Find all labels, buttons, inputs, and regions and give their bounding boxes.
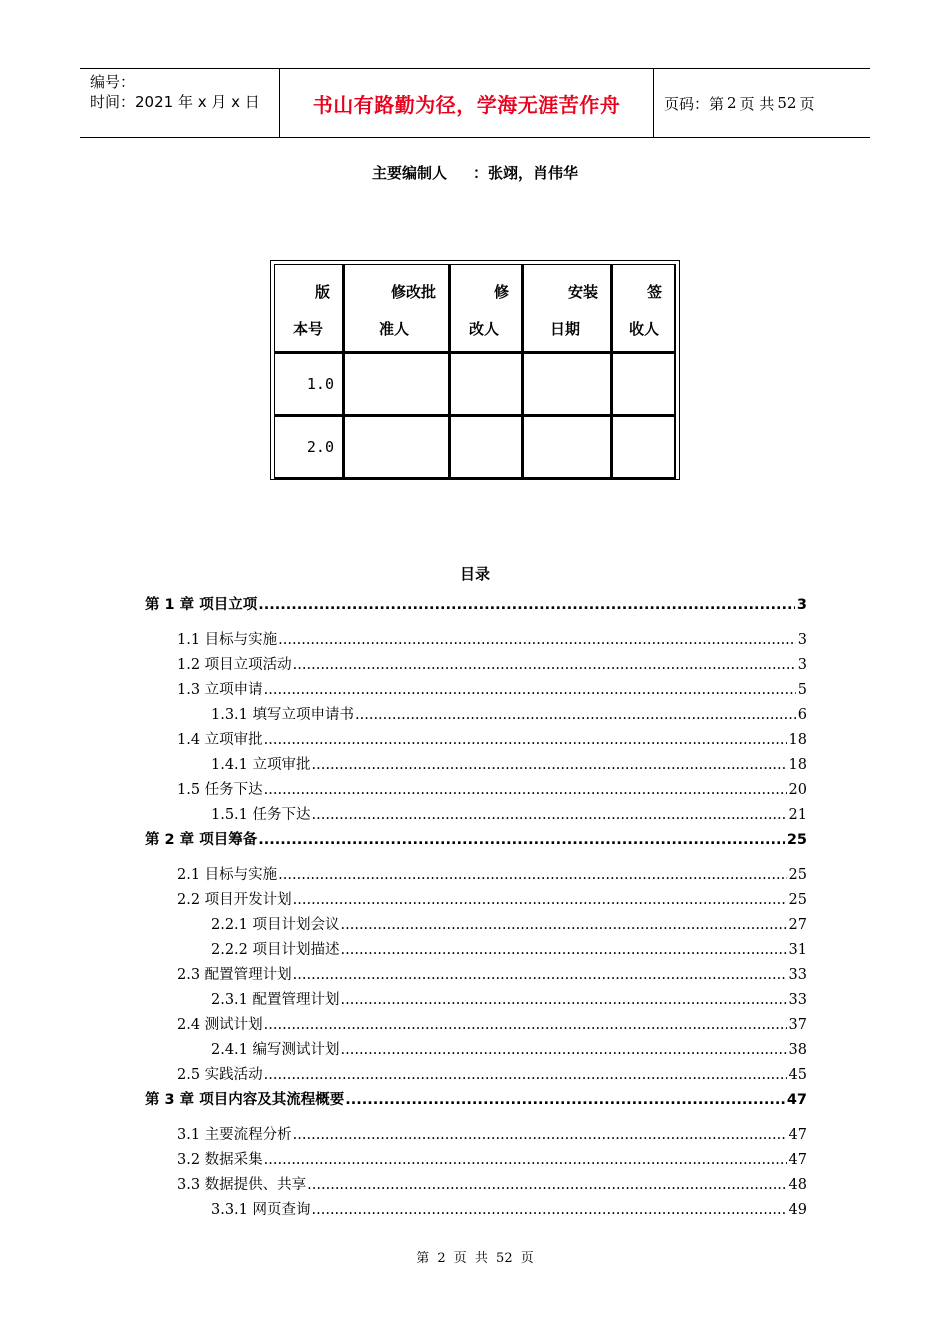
revision-table bbox=[270, 260, 680, 480]
toc-entry[interactable] bbox=[145, 593, 807, 618]
toc-entry-title: 1.5 任务下达 bbox=[177, 782, 263, 798]
toc-entry-title: 3.2 数据采集 bbox=[177, 1152, 263, 1168]
toc-entry-title: 2.2.2 项目计划描述 bbox=[211, 942, 340, 958]
page-footer: 第 2 页 共 52 页 bbox=[416, 1251, 534, 1266]
toc-entry-title: 2.2 项目开发计划 bbox=[177, 892, 292, 908]
toc-entry-page: 45 bbox=[788, 1067, 807, 1083]
table-cell bbox=[450, 353, 523, 416]
page-number: 2 bbox=[727, 94, 737, 112]
toc-leader-dots bbox=[355, 703, 796, 728]
toc-entry[interactable] bbox=[145, 913, 807, 938]
toc-entry[interactable] bbox=[145, 1148, 807, 1173]
toc-entry-title: 2.4.1 编写测试计划 bbox=[211, 1042, 340, 1058]
toc-leader-dots bbox=[341, 1038, 787, 1063]
table-cell bbox=[523, 353, 612, 416]
toc-entry-title: 1.1 目标与实施 bbox=[177, 632, 278, 648]
toc-entry-title: 1.5.1 任务下达 bbox=[211, 807, 311, 823]
header-page-info bbox=[654, 69, 870, 137]
toc-leader-dots bbox=[264, 1148, 787, 1173]
toc-leader-dots bbox=[307, 1173, 786, 1198]
toc-entry[interactable] bbox=[145, 828, 807, 853]
toc-entry-page: 31 bbox=[788, 942, 807, 958]
toc-entry-title: 2.3 配置管理计划 bbox=[177, 967, 292, 983]
toc-entry-title: 3.3 数据提供、共享 bbox=[177, 1177, 307, 1193]
toc-entry-page: 47 bbox=[788, 1152, 807, 1168]
page-header bbox=[80, 68, 870, 138]
toc-entry[interactable] bbox=[145, 703, 807, 728]
table-cell bbox=[450, 416, 523, 479]
revision-table-header bbox=[274, 264, 676, 353]
toc-entry-page: 6 bbox=[797, 707, 807, 723]
toc-entry-title: 1.4.1 立项审批 bbox=[211, 757, 311, 773]
toc-leader-dots bbox=[341, 938, 787, 963]
version-cell: 1.0 bbox=[274, 353, 344, 416]
toc-entry[interactable] bbox=[145, 1123, 807, 1148]
toc-entry-title: 1.3.1 填写立项申请书 bbox=[211, 707, 355, 723]
toc-leader-dots bbox=[341, 913, 787, 938]
header-motto: 书山有路勤为径，学海无涯苦作舟 bbox=[280, 69, 654, 137]
toc-entry-title: 2.4 测试计划 bbox=[177, 1017, 263, 1033]
toc-entry-title: 第 1 章 项目立项 bbox=[145, 597, 258, 613]
toc-entry-title: 1.3 立项申请 bbox=[177, 682, 263, 698]
toc-entry-title: 1.4 立项审批 bbox=[177, 732, 263, 748]
toc-entry-page: 20 bbox=[788, 782, 807, 798]
toc-entry-page: 18 bbox=[788, 757, 807, 773]
toc-entry[interactable] bbox=[145, 963, 807, 988]
editors-names: ：张翊，肖伟华 bbox=[473, 164, 579, 182]
toc-entry-title: 第 2 章 项目筹备 bbox=[145, 832, 258, 848]
toc-entry-page: 25 bbox=[788, 867, 807, 883]
toc-entry[interactable] bbox=[145, 778, 807, 803]
toc-entry-page: 27 bbox=[788, 917, 807, 933]
toc-leader-dots bbox=[345, 1088, 785, 1113]
toc-leader-dots bbox=[312, 1198, 787, 1223]
toc-entry-title: 2.2.1 项目计划会议 bbox=[211, 917, 340, 933]
toc-entry-title: 2.5 实践活动 bbox=[177, 1067, 263, 1083]
toc-entry-page: 33 bbox=[788, 967, 807, 983]
page-mid: 页 共 bbox=[739, 94, 775, 113]
toc-entry-title: 2.1 目标与实施 bbox=[177, 867, 278, 883]
toc-entry[interactable] bbox=[145, 753, 807, 778]
toc-entry[interactable] bbox=[145, 863, 807, 888]
toc-entry[interactable] bbox=[145, 1198, 807, 1223]
toc-entry[interactable] bbox=[145, 1013, 807, 1038]
toc-entry-title: 2.3.1 配置管理计划 bbox=[211, 992, 340, 1008]
toc-entry-page: 3 bbox=[797, 632, 807, 648]
toc-leader-dots bbox=[293, 653, 796, 678]
toc-leader-dots bbox=[278, 863, 786, 888]
toc-entry[interactable] bbox=[145, 728, 807, 753]
header-cell: 修改批 准人 bbox=[344, 264, 450, 353]
toc-leader-dots bbox=[264, 1013, 787, 1038]
table-cell bbox=[523, 416, 612, 479]
toc-entry[interactable] bbox=[145, 803, 807, 828]
editors-label: 主要编制人 bbox=[371, 164, 447, 182]
toc-entry[interactable] bbox=[145, 1088, 807, 1113]
toc-entry-page: 49 bbox=[788, 1202, 807, 1218]
page-total: 52 bbox=[777, 94, 797, 112]
number-label: 编号： bbox=[90, 73, 136, 91]
table-row bbox=[274, 416, 676, 479]
header-cell: 签 收人 bbox=[612, 264, 676, 353]
toc-leader-dots bbox=[264, 1063, 787, 1088]
toc-entry-page: 25 bbox=[786, 832, 807, 848]
toc-entry-title: 3.3.1 网页查询 bbox=[211, 1202, 311, 1218]
toc-entry-page: 38 bbox=[788, 1042, 807, 1058]
version-cell: 2.0 bbox=[274, 416, 344, 479]
editors-line bbox=[0, 162, 950, 183]
toc-leader-dots bbox=[312, 753, 787, 778]
toc-leader-dots bbox=[264, 678, 796, 703]
header-cell: 安装 日期 bbox=[523, 264, 612, 353]
toc-entry[interactable] bbox=[145, 938, 807, 963]
toc-entry-page: 3 bbox=[797, 657, 807, 673]
toc-entry[interactable] bbox=[145, 678, 807, 703]
table-cell bbox=[612, 416, 676, 479]
toc-entry-page: 3 bbox=[796, 597, 807, 613]
table-cell bbox=[344, 353, 450, 416]
table-row bbox=[274, 353, 676, 416]
toc-entry[interactable] bbox=[145, 1038, 807, 1063]
toc-leader-dots bbox=[258, 828, 785, 853]
time-label: 时间：2021 年 x 月 x 日 bbox=[90, 93, 260, 111]
header-cell: 版 本号 bbox=[274, 264, 344, 353]
toc-entry-page: 47 bbox=[786, 1092, 807, 1108]
toc-entry-page: 47 bbox=[788, 1127, 807, 1143]
toc-entry-page: 21 bbox=[788, 807, 807, 823]
page-prefix: 页码：第 bbox=[664, 94, 725, 113]
toc-entry-page: 25 bbox=[788, 892, 807, 908]
header-meta bbox=[80, 69, 280, 137]
toc-leader-dots bbox=[293, 1123, 787, 1148]
toc-entry[interactable] bbox=[145, 1173, 807, 1198]
toc-leader-dots bbox=[264, 778, 787, 803]
toc-leader-dots bbox=[293, 963, 787, 988]
toc-entry-page: 33 bbox=[788, 992, 807, 1008]
toc-entry-page: 18 bbox=[788, 732, 807, 748]
toc-leader-dots bbox=[264, 728, 787, 753]
toc-leader-dots bbox=[278, 628, 796, 653]
toc-title: 目录 bbox=[459, 565, 490, 583]
toc-leader-dots bbox=[341, 988, 787, 1013]
toc-leader-dots bbox=[293, 888, 787, 913]
toc-entry[interactable] bbox=[145, 988, 807, 1013]
toc-entry-title: 1.2 项目立项活动 bbox=[177, 657, 292, 673]
toc-entry[interactable] bbox=[145, 1063, 807, 1088]
toc-entry[interactable] bbox=[145, 628, 807, 653]
toc-entry-page: 37 bbox=[788, 1017, 807, 1033]
table-cell bbox=[344, 416, 450, 479]
toc-leader-dots bbox=[258, 593, 795, 618]
toc-entry-page: 48 bbox=[788, 1177, 807, 1193]
toc-leader-dots bbox=[312, 803, 787, 828]
toc-entry-title: 3.1 主要流程分析 bbox=[177, 1127, 292, 1143]
table-of-contents bbox=[145, 593, 807, 1223]
table-cell bbox=[612, 353, 676, 416]
header-cell: 修 改人 bbox=[450, 264, 523, 353]
toc-entry-title: 第 3 章 项目内容及其流程概要 bbox=[145, 1092, 345, 1108]
page-suffix: 页 bbox=[799, 94, 815, 113]
toc-entry[interactable] bbox=[145, 888, 807, 913]
toc-entry-page: 5 bbox=[797, 682, 807, 698]
toc-entry[interactable] bbox=[145, 653, 807, 678]
